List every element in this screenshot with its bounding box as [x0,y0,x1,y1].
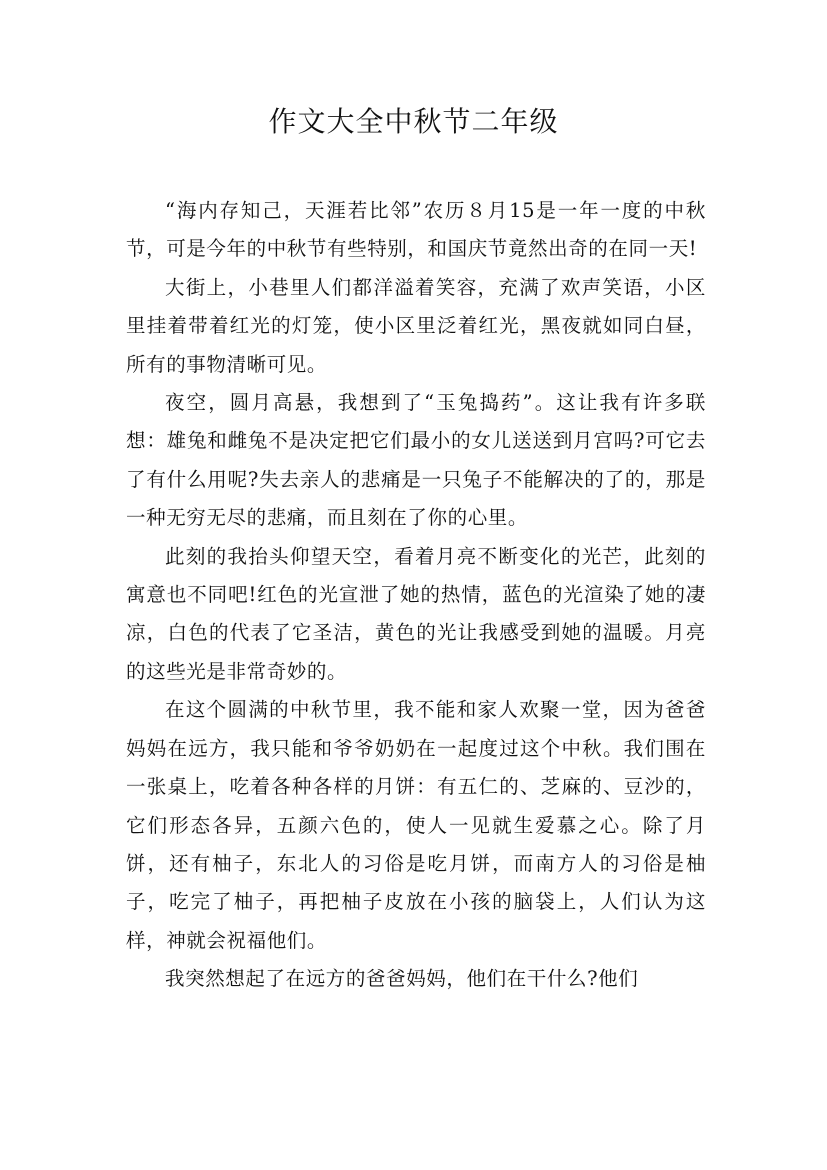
paragraph-5: 在这个圆满的中秋节里，我不能和家人欢聚一堂，因为爸爸妈妈在远方，我只能和爷爷奶奶在一起度过这个中秋。我们围在一张桌上，吃着各种各样的月饼：有五仁的、芝麻的、豆沙的，它们形态各异，五颜六色的，使人一见就生爱慕之心。除了月饼，还有柚子，东北人的习俗是吃月饼，而南方人的习俗是柚子，吃完了柚子，再把柚子皮放在小孩的脑袋上，人们认为这样，神就会祝福他们。 [126,698,706,952]
paragraph-3: 夜空，圆月高悬，我想到了“玉兔捣药”。这让我有许多联想：雄兔和雌兔不是决定把它们最小的女儿送送到月宫吗?可它去了有什么用呢?失去亲人的悲痛是一只兔子不能解决的了的，那是一种无穷无尽的悲痛，而且刻在了你的心里。 [126,391,706,530]
document-body [126,192,706,999]
document-title: 作文大全中秋节二年级 [268,105,559,138]
paragraph-1: “海内存知己，天涯若比邻”农历８月15是一年一度的中秋节，可是今年的中秋节有些特别，和国庆节竟然出奇的在同一天! [126,199,706,261]
paragraph-6: 我突然想起了在远方的爸爸妈妈，他们在干什么?他们 [165,967,639,991]
paragraph-2: 大街上，小巷里人们都洋溢着笑容，充满了欢声笑语，小区里挂着带着红光的灯笼，使小区里泛着红光，黑夜就如同白昼，所有的事物清晰可见。 [126,275,706,376]
paragraph-4: 此刻的我抬头仰望天空，看着月亮不断变化的光芒，此刻的寓意也不同吧!红色的光宣泄了她的热情，蓝色的光渲染了她的凄凉，白色的代表了它圣洁，黄色的光让我感受到她的温暖。月亮的这些光是非常奇妙的。 [126,544,706,683]
